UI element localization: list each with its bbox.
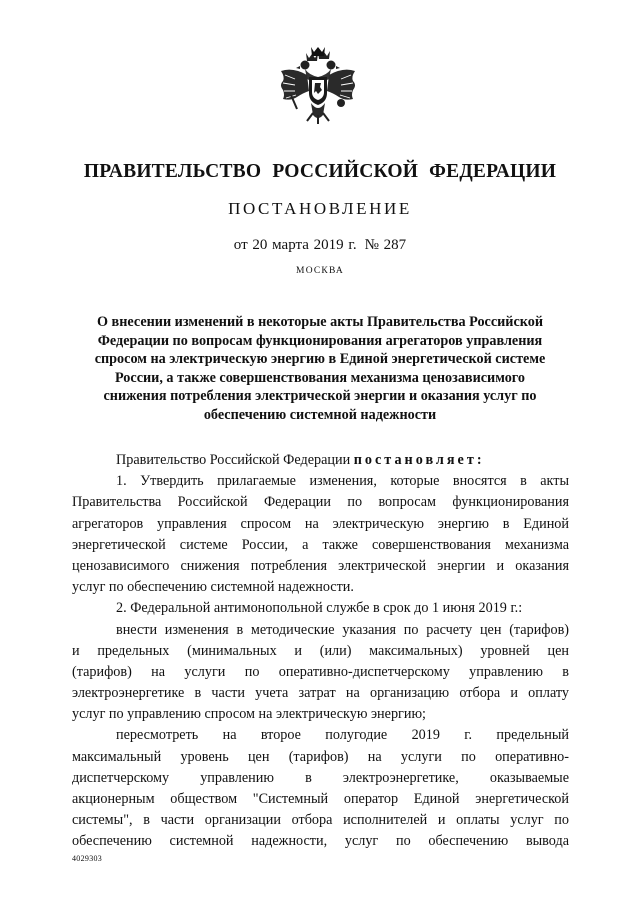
body-line: электроэнергетике в части учета затрат на организацию отбора и оплату	[72, 685, 569, 702]
body-line: внести изменения в методические указания по расчету цен (тарифов)	[116, 621, 569, 638]
document-subject	[70, 313, 570, 424]
subject-line: России, а также совершенствования механизма ценозависимого	[114, 369, 525, 386]
government-title: ПРАВИТЕЛЬСТВО РОССИЙСКОЙ ФЕДЕРАЦИИ	[83, 161, 557, 182]
body-line: максимальный уровень цен (тарифов) на услуги по оперативно-	[72, 748, 569, 765]
body-line: акционерным обществом "Системный оператор Единой энергетической	[72, 791, 569, 807]
subject-line: снижения потребления электрической энергии и оказания услуг по	[103, 388, 537, 404]
body-line: пересмотреть на второе полугодие 2019 г. предельный	[116, 727, 569, 744]
document-body	[72, 450, 569, 853]
russian-coat-of-arms-icon	[273, 45, 363, 135]
body-line: диспетчерскому управлению в электроэнергетике, оказываемые	[72, 769, 569, 786]
body-line: агрегаторов управления спросом на электрическую энергию в Единой	[72, 515, 569, 532]
intro-prefix: Правительство Российской Федерации	[116, 452, 351, 468]
body-line: Правительства Российской Федерации по вопросам функционирования	[72, 494, 569, 511]
document-city: МОСКВА	[296, 266, 344, 276]
body-line: (тарифов) на услуги по оперативно-диспетчерскому управлению в	[72, 663, 569, 680]
subject-line: О внесении изменений в некоторые акты Правительства Российской	[96, 314, 544, 330]
intro-keyword: постановляет:	[353, 452, 485, 468]
body-line: обеспечению системной надежности, услуг по обеспечению вывода	[72, 833, 569, 850]
body-line: энергетической системе России, а также совершенствования механизма	[72, 536, 569, 553]
intro-line	[72, 450, 569, 471]
body-line: ценозависимого снижения потребления электрической энергии и оказания	[72, 557, 569, 574]
document-type: ПОСТАНОВЛЕНИЕ	[228, 199, 412, 218]
body-line: услуг по управлению спросом на электрическую энергию;	[72, 706, 426, 723]
body-line: 1. Утвердить прилагаемые изменения, которые вносятся в акты	[116, 473, 569, 490]
document-date-line	[0, 237, 640, 254]
document-date: от 20 марта 2019 г.	[233, 237, 357, 253]
body-line: 2. Федеральной антимонопольной службе в срок до 1 июня 2019 г.:	[116, 600, 523, 617]
subject-line: спросом на электрическую энергию в Единой энергетической системе	[94, 351, 546, 367]
document-number: № 287	[364, 237, 407, 253]
body-line: и предельных (минимальных и (или) максимальных) уровней цен	[72, 642, 569, 659]
subject-line: Федерации по вопросам функционирования агрегаторов управления	[97, 332, 543, 349]
footer-document-code: 4029303	[72, 854, 103, 863]
subject-line: обеспечению системной надежности	[203, 406, 437, 423]
body-line: системы", в части организации отбора исполнителей и оплаты услуг по	[72, 812, 569, 829]
body-line: услуг по обеспечению системной надежности.	[72, 579, 354, 596]
